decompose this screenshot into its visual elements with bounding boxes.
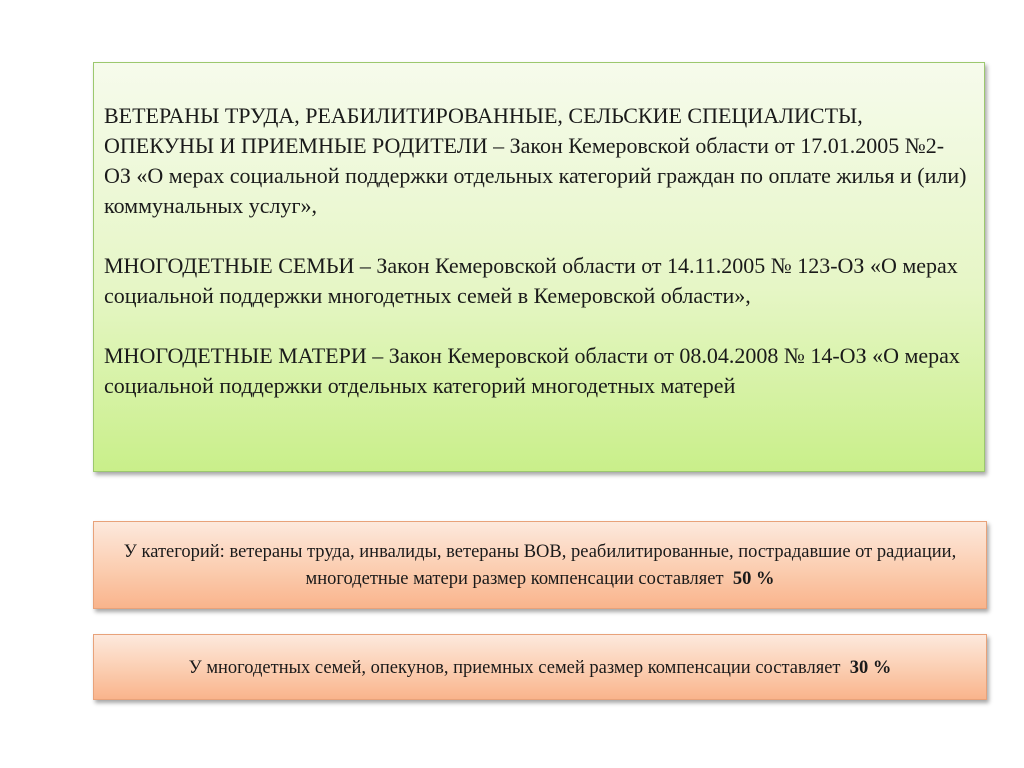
veterans-law-paragraph: ВЕТЕРАНЫ ТРУДА, РЕАБИЛИТИРОВАННЫЕ, СЕЛЬСКИЕ СПЕЦИАЛИСТЫ, ОПЕКУНЫ И ПРИЕМНЫЕ РОДИТЕЛИ – Закон Кемеровской области от 17.01.2005 №2-ОЗ «О мерах социальной поддержки отдельных категорий граждан по оплате жилья и (или) коммунальных услуг», <box>104 103 967 218</box>
compensation-50-value: 50 % <box>728 569 775 589</box>
compensation-30-text: У многодетных семей, опекунов, приемных семей размер компенсации составляет <box>188 658 841 678</box>
compensation-30-value: 30 % <box>845 658 892 678</box>
large-families-law-paragraph: МНОГОДЕТНЫЕ СЕМЬИ – Закон Кемеровской области от 14.11.2005 № 123-ОЗ «О мерах социальной поддержки многодетных семей в Кемеровской области», <box>104 253 958 308</box>
compensation-30-panel <box>93 634 987 700</box>
laws-panel <box>93 62 985 472</box>
compensation-50-panel <box>93 521 987 609</box>
large-family-mothers-law-paragraph: МНОГОДЕТНЫЕ МАТЕРИ – Закон Кемеровской области от 08.04.2008 № 14-ОЗ «О мерах социальной поддержки отдельных категорий многодетных матерей <box>104 343 960 398</box>
compensation-50-text: У категорий: ветераны труда, инвалиды, ветераны ВОВ, реабилитированные, пострадавшие от радиации, многодетные матери размер компенсации составляет <box>123 542 957 589</box>
